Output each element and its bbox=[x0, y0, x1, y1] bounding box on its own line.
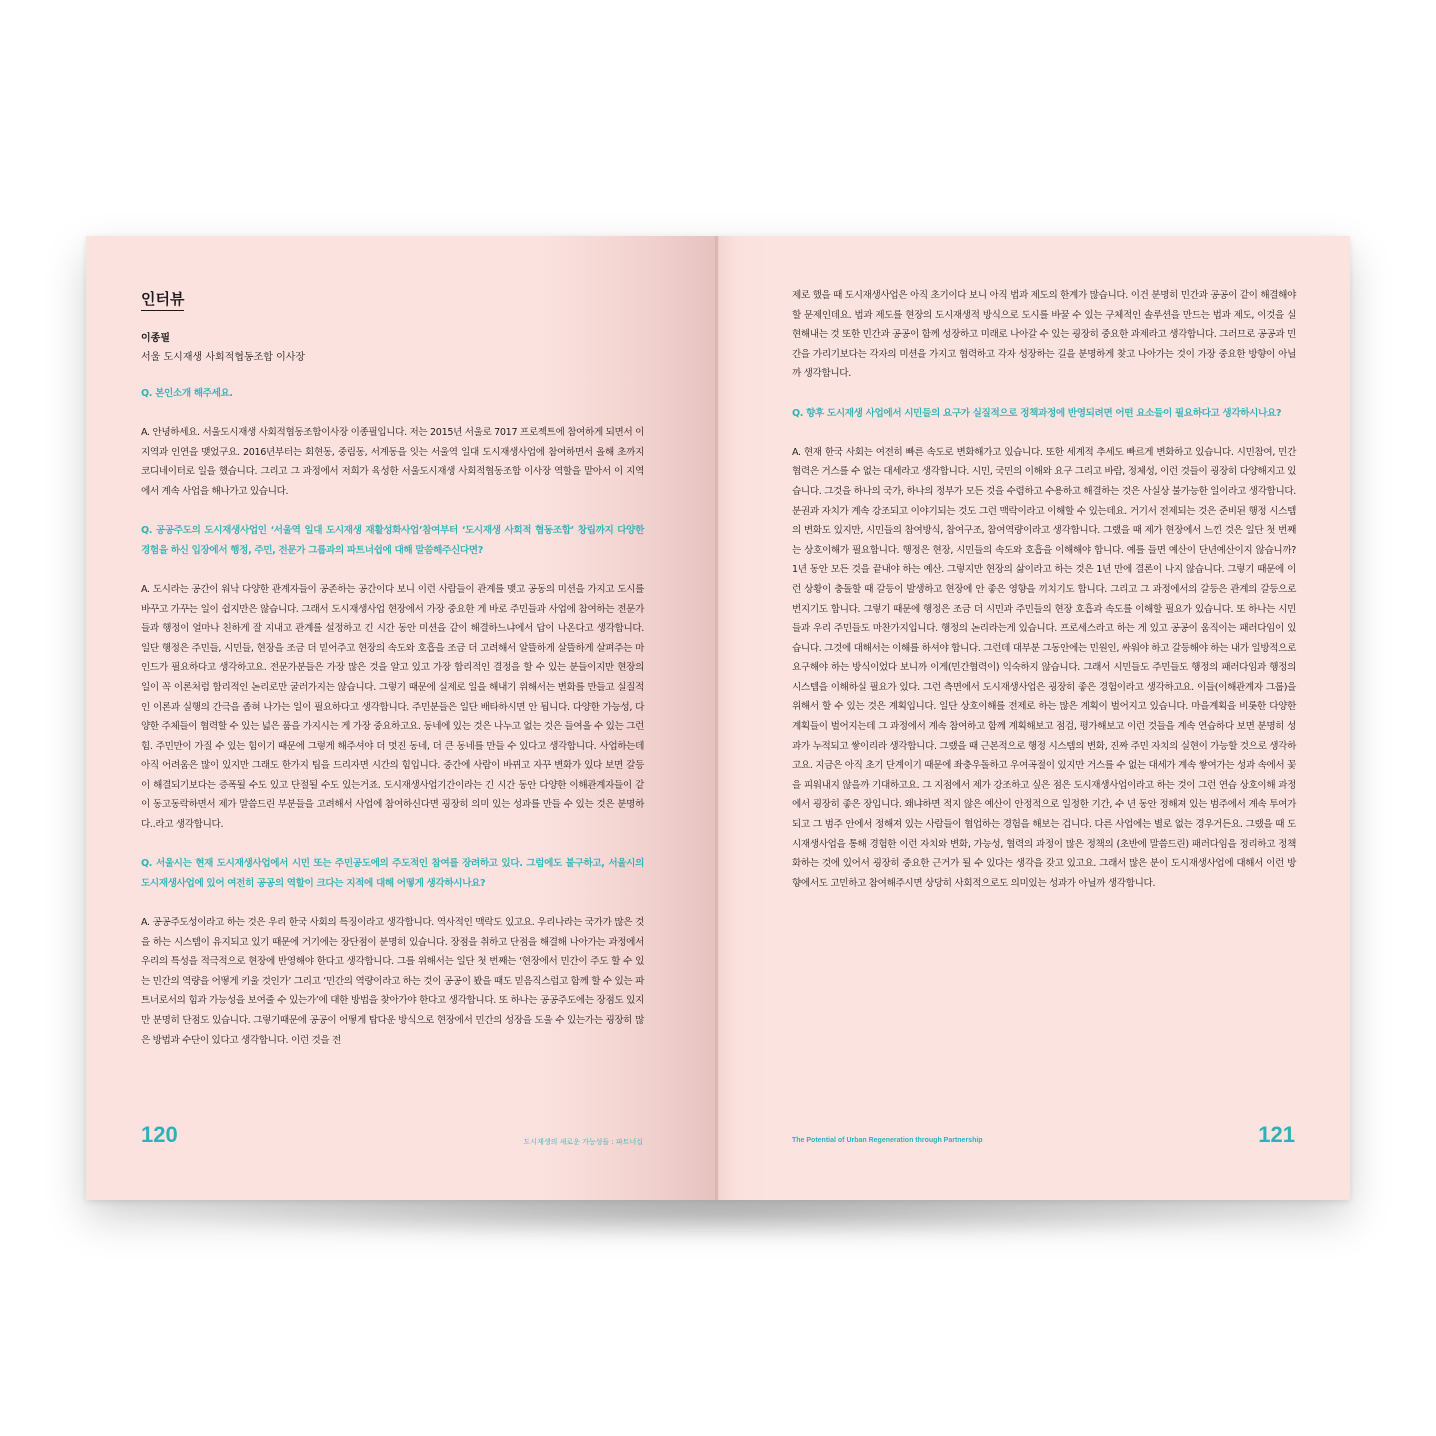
answer-paragraph: A. 도시라는 공간이 워낙 다양한 관계자들이 공존하는 공간이다 보니 이런 사람들이 관계를 맺고 공동의 미션을 가지고 도시를 바꾸고 가꾸는 일이 쉽지만은 않습니다. 그래서 도시재생사업 현장에서 가장 중요한 게 바로 주민들과 사업에 참여하는 전문가들과 행정이 얼마나 친하게 잘 지내고 관계를 설정하고 긴 시간 동안 미션을 같이 해결하느냐에서 답이 나온다고 생각합니다. 일단 행정은 주민들, 시민들, 현장을 조금 더 믿어주고 현장의 속도와 호흡을 조금 더 고려해서 알뜰하게 살뜰하게 살펴주는 마인드가 필요하다고 생각하고요. 전문가분들은 가장 많은 것을 알고 있고 가장 합리적인 결정을 할 수 있는 분들이지만 현장의 일이 꼭 이론처럼 합리적인 논리로만 굴러가지는 않습니다. 그렇기 때문에 실제로 일을 해내기 위해서는 변화를 만들고 실질적인 이론과 실행의 간극을 좁혀 나가는 일이 필요하다고 생각합니다. 주민분들은 일단 배타하시면 안 됩니다. 다양한 가능성, 다양한 주체들이 협력할 수 있는 넓은 품을 가지시는 게 가장 중요하고요. 동네에 있는 것은 나누고 없는 것은 들여올 수 있는 그런 힘. 주민만이 가질 수 있는 힘이기 때문에 그렇게 해주셔야 더 멋진 동네, 더 큰 동네를 만들 수 있다고 생각합니다. 사업하는데 아직 어려움은 많이 있지만 그래도 한가지 팁을 드리자면 시간의 힘입니다. 중간에 사람이 바뀌고 자꾸 변화가 있다 보면 갈등이 해결되기보다는 증폭될 수도 있고 단절될 수도 있는거죠. 도시재생사업기간이라는 긴 시간 동안 다양한 이해관계자들이 같이 동고동락하면서 제가 말씀드린 부분들을 고려해서 사업에 참여하신다면 굉장히 의미 있는 성과를 만들 수 있는 것은 분명하다..라고 생각합니다. bbox=[141, 583, 644, 831]
answer-paragraph: A. 안녕하세요. 서울도시재생 사회적협동조합이사장 이종필입니다. 저는 2015년 서울로 7017 프로젝트에 참여하게 되면서 이 지역과 인연을 맺었구요. 2016년부터는 회현동, 중림동, 서계동을 잇는 서울역 일대 도시재생사업에 참여하면서 올해 초까지 코디네이터로 일을 했습니다. 그리고 그 과정에서 저희가 육성한 서울도시재생 사회적협동조합 이사장 역할을 맡아서 이 지역에서 계속 사업을 해나가고 있습니다. bbox=[141, 427, 644, 497]
left-body-column bbox=[141, 384, 644, 1070]
interviewee-role: 서울 도시재생 사회적협동조합 이사장 bbox=[141, 352, 306, 363]
magazine-spread bbox=[86, 236, 1350, 1200]
interviewee-name: 이종필 bbox=[141, 333, 170, 344]
section-heading: 인터뷰 bbox=[141, 288, 184, 311]
running-title: The Potential of Urban Regeneration through Partnership bbox=[792, 1137, 983, 1144]
answer-paragraph: A. 공공주도성이라고 하는 것은 우리 한국 사회의 특징이라고 생각합니다. 역사적인 맥락도 있고요. 우리나라는 국가가 많은 것을 하는 시스템이 유지되고 있기 때문에 거기에는 장단점이 분명히 있습니다. 장점을 취하고 단점을 해결해 나아가는 과정에서 우리의 특성을 적극적으로 현장에 반영해야 한다고 생각합니다. 그를 위해서는 일단 첫 번째는 ‘현장에서 민간이 주도 할 수 있는 민간의 역량을 어떻게 키울 것인가’ 그리고 ‘민간의 역량이라고 하는 것이 공공이 봤을 때도 믿음직스럽고 함께 할 수 있는 파트너로서의 힘과 가능성을 보여줄 수 있는가’에 대한 방법을 찾아가야 한다고 생각합니다. 또 하나는 공공주도에는 장점도 있지만 분명히 단점도 있습니다. 그렇기때문에 공공이 어떻게 탑다운 방식으로 현장에서 민간의 성장을 도울 수 있는가는 굉장히 많은 방법과 수단이 있다고 생각합니다. 이런 것을 전 bbox=[141, 917, 644, 1046]
page-number: 120 bbox=[141, 1122, 178, 1147]
left-page bbox=[86, 236, 718, 1200]
right-page bbox=[718, 236, 1350, 1200]
question-paragraph: Q. 향후 도시재생 사업에서 시민들의 요구가 실질적으로 정책과정에 반영되려면 어떤 요소들이 필요하다고 생각하시나요? bbox=[792, 407, 1282, 419]
question-paragraph: Q. 본인소개 해주세요. bbox=[141, 388, 233, 399]
right-body-column bbox=[792, 286, 1296, 913]
page-number: 121 bbox=[1258, 1122, 1295, 1147]
answer-paragraph: 제로 했을 때 도시재생사업은 아직 초기이다 보니 아직 법과 제도의 한계가 많습니다. 이건 분명히 민간과 공공이 같이 해결해야 할 문제인데요. 법과 제도를 현장의 도시재생적 방식으로 도시를 바꿀 수 있는 구체적인 솔루션을 만드는 법과 제도, 이것을 실현해내는 것 또한 민간과 공공이 함께 성장하고 미래로 나아갈 수 있는 굉장히 중요한 과제라고 생각합니다. 그러므로 공공과 민간을 가리기보다는 각자의 미션을 가지고 협력하고 각자 성장하는 길을 분명하게 찾고 나아가는 것이 가장 중요한 방향이 아닐까 생각합니다. bbox=[792, 290, 1296, 380]
running-title: 도시재생의 새로운 가능성들 : 파트너십 bbox=[523, 1138, 643, 1146]
question-paragraph: Q. 공공주도의 도시재생사업인 ‘서울역 일대 도시재생 재활성화사업’참여부터 ‘도시재생 사회적 협동조합’ 창립까지 다양한 경험을 하신 입장에서 행정, 주민, 전문가 그룹과의 파트너쉽에 대해 말씀해주신다면? bbox=[141, 525, 644, 556]
book-gutter bbox=[715, 236, 719, 1200]
answer-paragraph: A. 현재 한국 사회는 여전히 빠른 속도로 변화해가고 있습니다. 또한 세계적 추세도 빠르게 변화하고 있습니다. 시민참여, 민간협력은 거스를 수 없는 대세라고 생각합니다. 시민, 국민의 이해와 요구 그리고 바람, 정체성, 이런 것들이 굉장히 다양해지고 있습니다. 그것을 하나의 국가, 하나의 정부가 모든 것을 수렴하고 수용하고 해결하는 것은 사실상 불가능한 일이라고 생각합니다. 분권과 자치가 계속 강조되고 이야기되는 것도 그런 맥락이라고 이해할 수 있는데요. 거기서 전제되는 것은 준비된 행정 시스템의 변화도 있지만, 시민들의 참여방식, 참여구조, 참여역량이라고 생각합니다. 그랬을 때 제가 현장에서 느낀 것은 일단 첫 번째는 상호이해가 필요합니다. 행정은 현장, 시민들의 속도와 호흡을 이해해야 합니다. 예를 들면 예산이 단년예산이지 않습니까? 1년 동안 모든 것을 끝내야 하는 예산. 그렇지만 현장의 삶이라고 하는 것은 1년 만에 결론이 나지 않습니다. 그렇기 때문에 이런 상황이 충돌할 때 갈등이 발생하고 현장에 안 좋은 영향을 끼치기도 합니다. 그리고 그 과정에서의 갈등은 관계의 갈등으로 번지기도 합니다. 그렇기 때문에 행정은 조금 더 시민과 주민들의 현장 호흡과 속도를 이해할 필요가 있습니다. 또 하나는 시민들과 우리 주민들도 마찬가지입니다. 행정의 논리라는게 있습니다. 프로세스라고 하는 게 있고 공공이 움직이는 패러다임이 있습니다. 그것에 대해서는 이해를 하셔야 합니다. 그런데 대부분 그동안에는 민원인, 싸워야 하고 갈등해야 하는 내가 일방적으로 요구해야 하는 방식이었다 보니까 이게(민간협력이) 익숙하지 않습니다. 그래서 시민들도 주민들도 행정의 패러다임과 행정의 시스템을 이해하실 필요가 있다. 그런 측면에서 도시재생사업은 굉장히 좋은 경험이라고 생각하고요. 이들(이해관계자 그룹)을 위해서 할 수 있는 것은 계획입니다. 일단 상호이해를 전제로 하는 많은 계획이 벌어지고 있습니다. 마을계획을 비롯한 다양한 계획들이 벌어지는데 그 과정에서 계속 참여하고 함께 계획해보고 점검, 평가해보고 이런 것들을 계속 연습하다 보면 분명히 성과가 누적되고 쌓이리라 생각합니다. 그랬을 때 근본적으로 행정 시스템의 변화, 진짜 주민 자치의 실현이 가능할 것으로 생각하고요. 지금은 아직 초기 단계이기 때문에 좌충우돌하고 우여곡절이 있지만 거스를 수 없는 대세가 계속 쌓여가는 성과 속에서 꽃을 피워내지 않을까 기대하고요. 그 지점에서 제가 강조하고 싶은 점은 도시재생사업이라고 하는 것이 그런 연습 상호이해 과정에서 굉장히 좋은 장입니다. 왜냐하면 적지 않은 예산이 안정적으로 일정한 기간, 수 년 동안 정해져 있는 범주에서 계속 투여가 되고 그 범주 안에서 정해져 있는 사람들이 협업하는 경험을 해보는 겁니다. 다른 사업에는 별로 없는 경우거든요. 그랬을 때 도시재생사업을 통해 경험한 이런 자치와 변화, 가능성, 협력의 과정이 많은 정책의 (초반에 말씀드린) 패러다임을 정리하고 정책화하는 것에 있어서 굉장히 중요한 근거가 될 수 있다는 생각을 갖고 있고요. 그래서 많은 분이 도시재생사업에 대해서 이런 방향에서도 고민하고 참여해주시면 상당히 사회적으로도 의미있는 성과가 아닐까 생각합니다. bbox=[792, 446, 1296, 889]
question-paragraph: Q. 서울시는 현재 도시재생사업에서 시민 또는 주민공도에의 주도적인 참여를 장려하고 있다. 그럼에도 불구하고, 서울시의 도시재생사업에 있어 여전히 공공의 역할이 크다는 지적에 대해 어떻게 생각하시나요? bbox=[141, 858, 644, 889]
